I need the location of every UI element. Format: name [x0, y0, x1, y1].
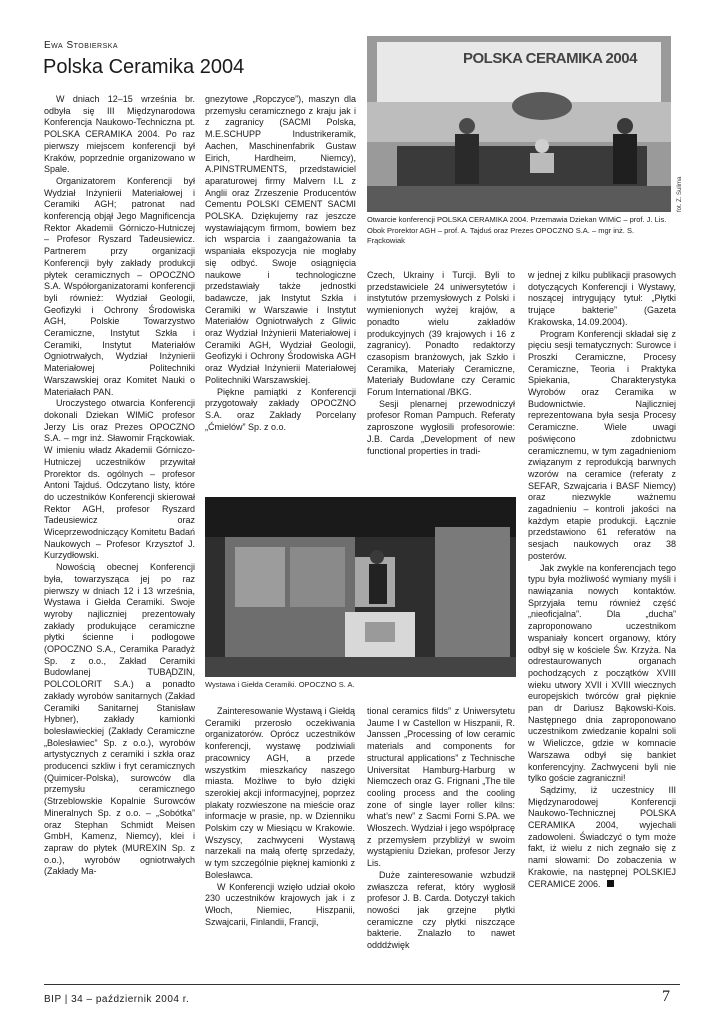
paragraph: w jednej z kilku publikacji prasowych dotyczących Konferencji i Wystawy, noszącej intrygujący tytuł: „Płytki trujące bakterie” (Gazeta Krakowska, 14.09.2004).: [528, 270, 676, 327]
conference-opening-photo: [367, 36, 671, 212]
paragraph: Program Konferencji składał się z pięciu sesji tematycznych: Surowce i Proszki Ceramiczne, Procesy Ceramiczne, Teoria i Praktyka Spiekania, Charakterystyka Wyrobów oraz Ceramika w Budownictwie. Najliczniej reprezentowana była sesja Procesy Ceramiczne. Wiele uwagi poświęcono zdobnictwu ceramicznemu, w tym zagadnieniom związanym z reprodukcją barwnych wzorów na ceramice (referaty z SEFAR, Szwajcaria i BASF Niemcy) oraz niezwykle ważnemu zagadnieniu – kontroli jakości na każdym etapie produkcji. Łącznie przedstawiono 61 referatów na sesjach naukowych oraz 38 posterów.: [528, 328, 676, 561]
paragraph: Czech, Ukrainy i Turcji. Byli to przedstawiciele 24 uniwersytetów i instytutów przemysłowych z Polski i wymienionych wyżej krajów, a ponadto wielu zakładów produkcyjnych (39 krajowych i 16 z zagranicy). Ponadto redaktorzy czasopism branżowych, jak Szkło i Ceramika, Materiały Ceramiczne, Materiały Budowlane czy Ceramic Forum International /BKG.: [367, 270, 515, 398]
paragraph: Nowością obecnej Konferencji była, towarzysząca jej po raz pierwszy w dniach 12 i 13 września, Wystawa i Giełda Ceramiki. Swoje wyroby najliczniej prezentowały zakłady produkujące ceramiczne płytki ścienne i podłogowe (OPOCZNO S.A., Ceramika Paradyż Sp. z o.o., Zakład Ceramiki Budowlanej TUBĄDZIN, POLCOLORIT S.A.) a ponadto zakłady wyrobów sanitarnych (Zakład Ceramiki Sanitarnej Stanisław Hybner), zakłady kamionki bolesławieckiej (Zakłady Ceramiczne „Bolesławiec” Sp. z o.o.), wyrobów artystycznych z ceramiki i szkła oraz producenci szkliw i fryt ceramicznych (Quimicer-Polska), surowców dla przemysłu ceramicznego (Strzeblowskie Kopalnie Surowców Mineralnych Sp. z o.o. – „Sobótka” oraz Stephan Schmidt Meisen GmbH, Kamenz, Niemcy), klei i zapraw do płytek (MUREXIN Sp. z o.o.), wyrobów ogniotrwałych (Zakłady Ma-: [44, 562, 195, 877]
photo-credit: fot. Z. Sulima: [677, 176, 683, 212]
column-3-top: [367, 270, 515, 488]
paragraph: Uroczystego otwarcia Konferencji dokonali Dziekan WIMiC profesor Jerzy Lis oraz Prezes OPOCZNO S.A. – mgr inż. Sławomir Frąckowiak. W imieniu władz Akademii Górniczo-Hutniczej uczestników przywitał Prorektor ds. ogólnych – profesor Antoni Tajduś. Odczytano listy, które do uczestników Konferencji skierował Rektor AGH, profesor Ryszard Tadeusiewicz oraz Wiceprzewodniczący Komitetu Badań Naukowych – Profesor Krzysztof J. Kurzydłowski.: [44, 398, 195, 561]
column-2-bottom: [205, 706, 355, 976]
photo-caption: Otwarcie konferencji POLSKA CERAMIKA 2004. Przemawia Dziekan WIMiC – prof. J. Lis. Obok Prorektor AGH – prof. A. Tajduś oraz Prezes OPOCZNO S.A. – mgr inż. S. Frąckowiak: [367, 215, 667, 245]
paragraph: Duże zainteresowanie wzbudził zwłaszcza referat, który wygłosił profesor J. B. Carda. Dotyczył takich nowości jak grzejne płytki ceramiczne czy płytki niszczące bakterie. Znalazło to nawet odddźwięk: [367, 869, 515, 951]
exhibition-photo-illustration: [205, 497, 516, 677]
paragraph: Jak zwykle na konferencjach tego typu była możliwość wymiany myśli i nawiązania nowych kontaktów. Sprzyjała temu również część „nieoficjalna”. Dla „ducha” zaproponowano uczestnikom wspaniały koncert organowy, który odbył się w kościele Św. Krzyża. Na odrestaurowanych organach pochodzących z początków XVIII wieku utwory XVII i XVIII wiecznych europejskich twórców grał pięknie pan dr Dariusz Bąkowski-Kois. Następnego dnia zaproponowano uczestnikom zwiedzanie kopalni soli w Wieliczce, gdzie w komnacie Warszawa odbył się bankiet konferencyjny. Zachwyceni byli nie tylko goście zagraniczni!: [528, 562, 676, 784]
article-title: Polska Ceramika 2004: [43, 56, 245, 78]
author: Ewa Stobierska: [44, 40, 119, 51]
column-1: [44, 94, 195, 974]
paragraph: tional ceramics filds” z Uniwersytetu Jaume I w Castellon w Hiszpanii, R. Janssen „Processing of low ceramic materials and components for structural applications” z Technische Universitat Hamburg-Harburg w Niemczech oraz G. Frignani „The tile cooling process and the cooling zone of single layer roller kilns: what’s new” z Sacmi Forni S.PA. we Włoszech. Wydział i jego współpracę z przemysłem przybliżył w swoim wystąpieniu Dziekan, profesor Jerzy Lis.: [367, 706, 515, 869]
paragraph: Piękne pamiątki z Konferencji przygotowały zakłady OPOCZNO S.A. oraz Zakłady Porcelany „Ćmielów” Sp. z o.o.: [205, 386, 356, 432]
paragraph-text: Sądzimy, iż uczestnicy III Międzynarodowej Konferencji Naukowo-Technicznej POLSKA CERAMIKA 2004, wyjechali zadowoleni. Świadczyć o tym może fakt, iż wielu z nich zegnało się z nami słowami: Do zobaczenia w Krakowie, na następnej POLSKIEJ CERAMICE 2006.: [528, 784, 676, 889]
paragraph: Zainteresowanie Wystawą i Giełdą Ceramiki przerosło oczekiwania organizatorów. Oprócz uczestników konferencji, wystawę podziwiali pracownicy AGH, a przede wszystkim mieszkańcy naszego miasta. Możliwe to było dzięki szerokiej akcji informacyjnej, poprzez plakaty rozwieszone na mieście oraz informacje w prasie, np. w Dzienniku Polskim czy w Miesiącu w Krakowie. Wszyscy, zachwyceni Wystawą narzekali na małą ofertę sprzedaży, w tym szczególnie pięknej kamionki z Bolesławca.: [205, 706, 355, 880]
paragraph: Sesji plenarnej przewodniczył profesor Roman Pampuch. Referaty zaproszone wygłosili profesorowie: J.B. Carda „Development of new functional properties in tradi-: [367, 398, 515, 456]
paragraph: W Konferencji wzięło udział około 230 uczestników krajowych jak i z Włoch, Niemiec, Hiszpanii, Szwajcarii, Finlandii, Francji,: [205, 881, 355, 927]
footer-rule: [44, 984, 680, 985]
paragraph: Organizatorem Konferencji był Wydział Inżynierii Materiałowej i Ceramiki AGH; patronat nad konferencją objął Jego Magnificencja Rektor Akademii Górniczo-Hutniczej – Profesor Ryszard Tadeusiewicz. Partnerem przy organizacji Konferencji były zakłady produkcji płytek ceramicznych – OPOCZNO S.A. Współorganizatorami konferencji byli również: Wydział Geologii, Geofizyki i Ochrony Środowiska AGH, Polskie Towarzystwo Ceramiczne, Instytut Szkła i Ceramiki, Instytut Materiałów Ogniotrwałych, Wydział Inżynierii Materiałowej Politechniki Warszawskiej oraz Komitet Nauki o Materiałach PAN.: [44, 175, 195, 397]
paragraph: W dniach 12–15 września br. odbyła się III Międzynarodowa Konferencja Naukowo-Techniczna pt. POLSKA CERAMIKA 2004. Po raz pierwszy miejscem konferencji był Kraków, poprzednie organizowano w Spale.: [44, 94, 195, 175]
page-number: 7: [662, 988, 670, 1005]
photo-caption: Wystawa i Giełda Ceramiki. OPOCZNO S. A.: [205, 680, 355, 689]
column-2-top: [205, 94, 356, 486]
paragraph: gnezytowe „Ropczyce”), maszyn dla przemysłu ceramicznego z kraju jak i z zagranicy (SACMI Polska, M.E.SCHUPP Industrikeramik, Aachen, Maschinenfabrik Gustaw Eirich, Hardheim, Niemcy), A.PINSTRUMENTS, przedstawiciel aparaturowej firmy Malvern I.L z Anglii oraz Zrzeszenie Producentów Cementu POLSKI CEMENT SACMI POLSKA. Dziękujemy raz jeszcze wystawiającym firmom, bowiem bez ich wsparcia i zaangażowania ta wspaniała ekspozycja nie mogłaby się odbyć. Swoje osiągnięcia naukowe i technologiczne przedstawiały także jednostki badawcze, jak Instytut Szkła i Ceramiki w Warszawie i Instytut Materiałów Ogniotrwałych z Gliwic oraz Wydział Inżynierii Materiałowej i Ceramiki AGH, Wydział Geologii, Geofizyki i Ochrony Środowiska AGH oraz Wydział Inżynierii Materiałowej Politechniki Warszawskiej.: [205, 94, 356, 385]
paragraph: [528, 785, 676, 890]
exhibition-photo: [205, 497, 516, 677]
end-mark: [607, 880, 614, 887]
footer-issue: BIP | 34 – październik 2004 r.: [44, 994, 190, 1005]
column-3-bottom: [367, 706, 515, 976]
column-4: [528, 270, 676, 980]
banner-text: POLSKA CERAMIKA 2004: [463, 50, 637, 67]
